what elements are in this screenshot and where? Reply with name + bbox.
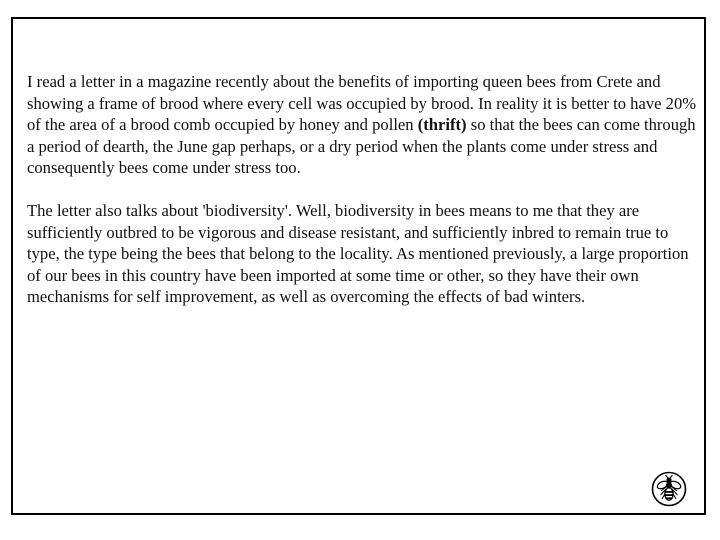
thrift-emphasis: (thrift) — [417, 115, 467, 135]
text-body — [27, 71, 699, 308]
paragraph-1-text-start: I read a letter in a magazine recently about the benefits of importing queen bees from Crete and showing a frame of brood where every cell was occupied by brood. In reality it is better to have 20% of the area of a brood comb occupied by honey and pollen — [27, 72, 697, 135]
paragraph-1 — [27, 71, 699, 179]
paragraph-1-text-end: so that the bees can come through a period of dearth, the June gap perhaps, or a dry period when the plants come under stress and consequently bees come under stress too. — [27, 115, 696, 178]
bee-emblem-icon — [651, 471, 687, 507]
slide-frame — [11, 17, 706, 515]
paragraph-2: The letter also talks about 'biodiversity'. Well, biodiversity in bees means to me that they are sufficiently outbred to be vigorous and disease resistant, and sufficiently inbred to remain true to type, the type being the bees that belong to the locality. As mentioned previously, a large proportion of our bees in this country have been imported at some time or other, so they have their own mechanisms for self improvement, as well as overcoming the effects of bad winters. — [27, 200, 689, 307]
